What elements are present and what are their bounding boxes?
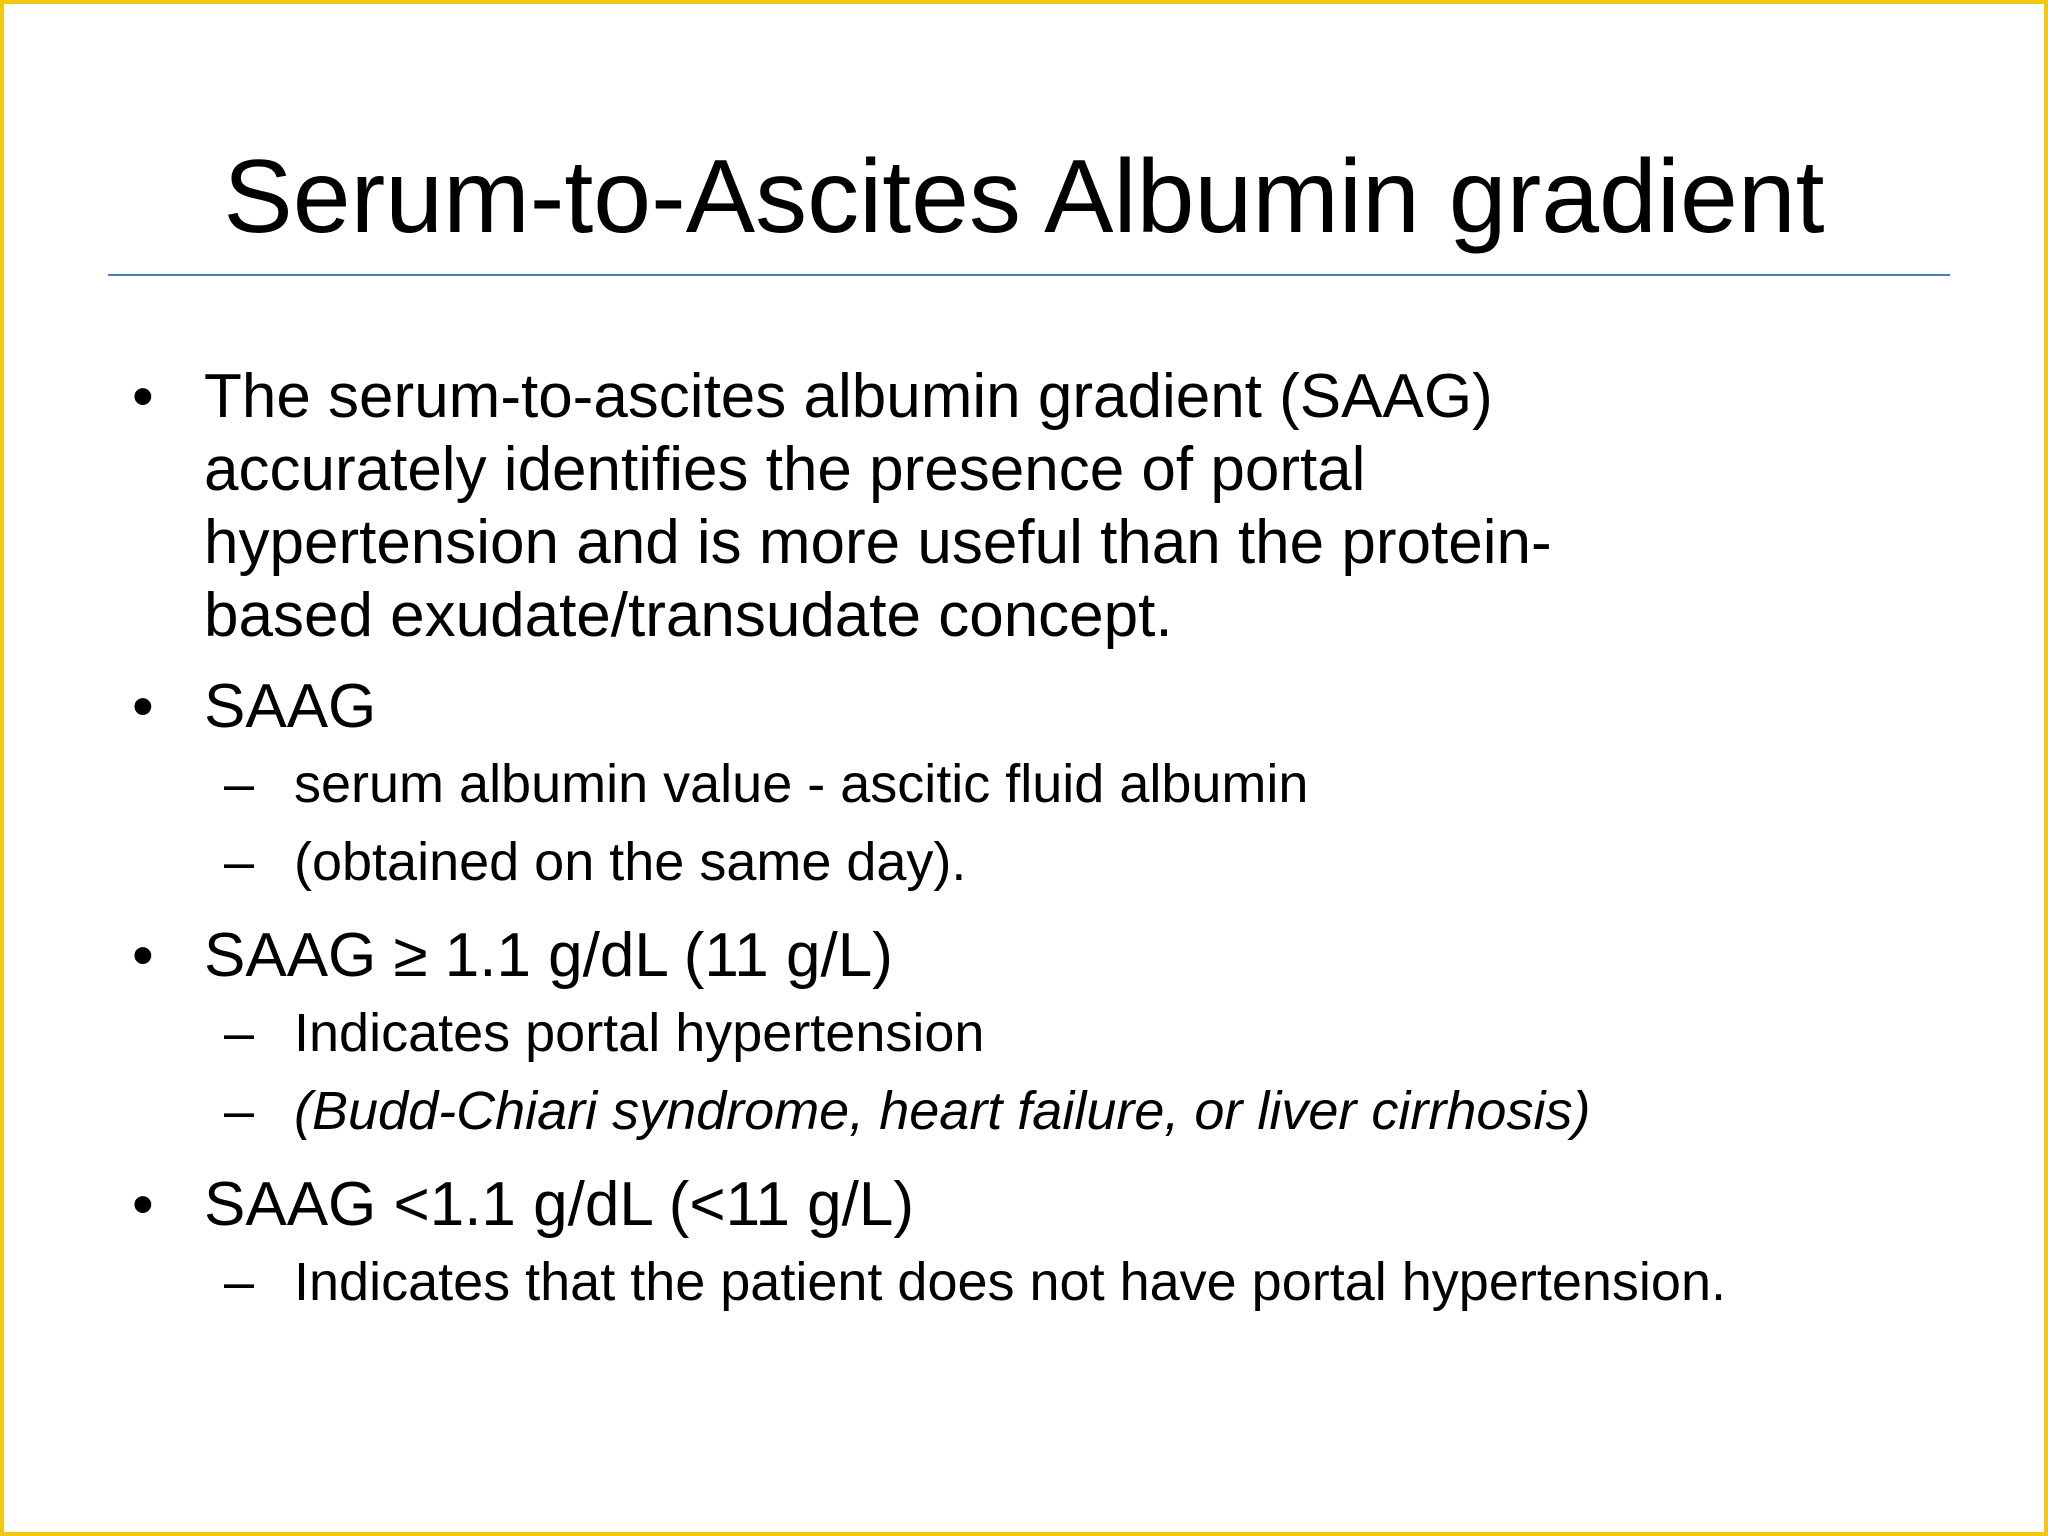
bullet-line: hypertension and is more useful than the protein-: [204, 508, 1552, 577]
bullet-marker: •: [132, 362, 154, 431]
sub-bullet-item: [124, 823, 1994, 901]
bullet-line: The serum-to-ascites albumin gradient (SAAG): [204, 362, 1493, 431]
bullet-text: SAAG: [204, 672, 377, 741]
bullet-marker: •: [132, 672, 154, 741]
sub-bullet-item: [124, 1243, 1994, 1321]
sub-bullet-text: (Budd-Chiari syndrome, heart failure, or liver cirrhosis): [294, 1081, 1591, 1141]
sub-bullet-item: [124, 1072, 1994, 1150]
bullet-marker: •: [132, 921, 154, 990]
bullet-text: SAAG ≥ 1.1 g/dL (11 g/L): [204, 921, 893, 990]
bullet-line: accurately identifies the presence of portal: [204, 435, 1366, 504]
title-divider: [108, 274, 1950, 276]
sub-bullet-item: [124, 994, 1994, 1072]
sub-bullet-text: Indicates that the patient does not have portal hypertension.: [294, 1252, 1726, 1312]
bullet-line: based exudate/transudate concept.: [204, 581, 1173, 650]
sub-bullet-item: [124, 745, 1994, 823]
dash-marker: –: [224, 1081, 255, 1141]
dash-marker: –: [224, 754, 255, 814]
slide-title: Serum-to-Ascites Albumin gradient: [223, 139, 1825, 255]
dash-marker: –: [224, 832, 255, 892]
bullet-item-saag-definition: [124, 360, 1994, 652]
bullet-list: [124, 360, 1994, 1321]
sub-bullet-text: (obtained on the same day).: [294, 832, 967, 892]
bullet-item-saag-low: [124, 1168, 1994, 1241]
bullet-marker: •: [132, 1170, 154, 1239]
bullet-text: SAAG <1.1 g/dL (<11 g/L): [204, 1170, 915, 1239]
dash-marker: –: [224, 1003, 255, 1063]
sub-bullet-text: Indicates portal hypertension: [294, 1003, 985, 1063]
dash-marker: –: [224, 1252, 255, 1312]
bullet-item-saag-high: [124, 919, 1994, 992]
sub-bullet-text: serum albumin value - ascitic fluid albumin: [294, 754, 1309, 814]
bullet-item-saag: [124, 670, 1994, 743]
